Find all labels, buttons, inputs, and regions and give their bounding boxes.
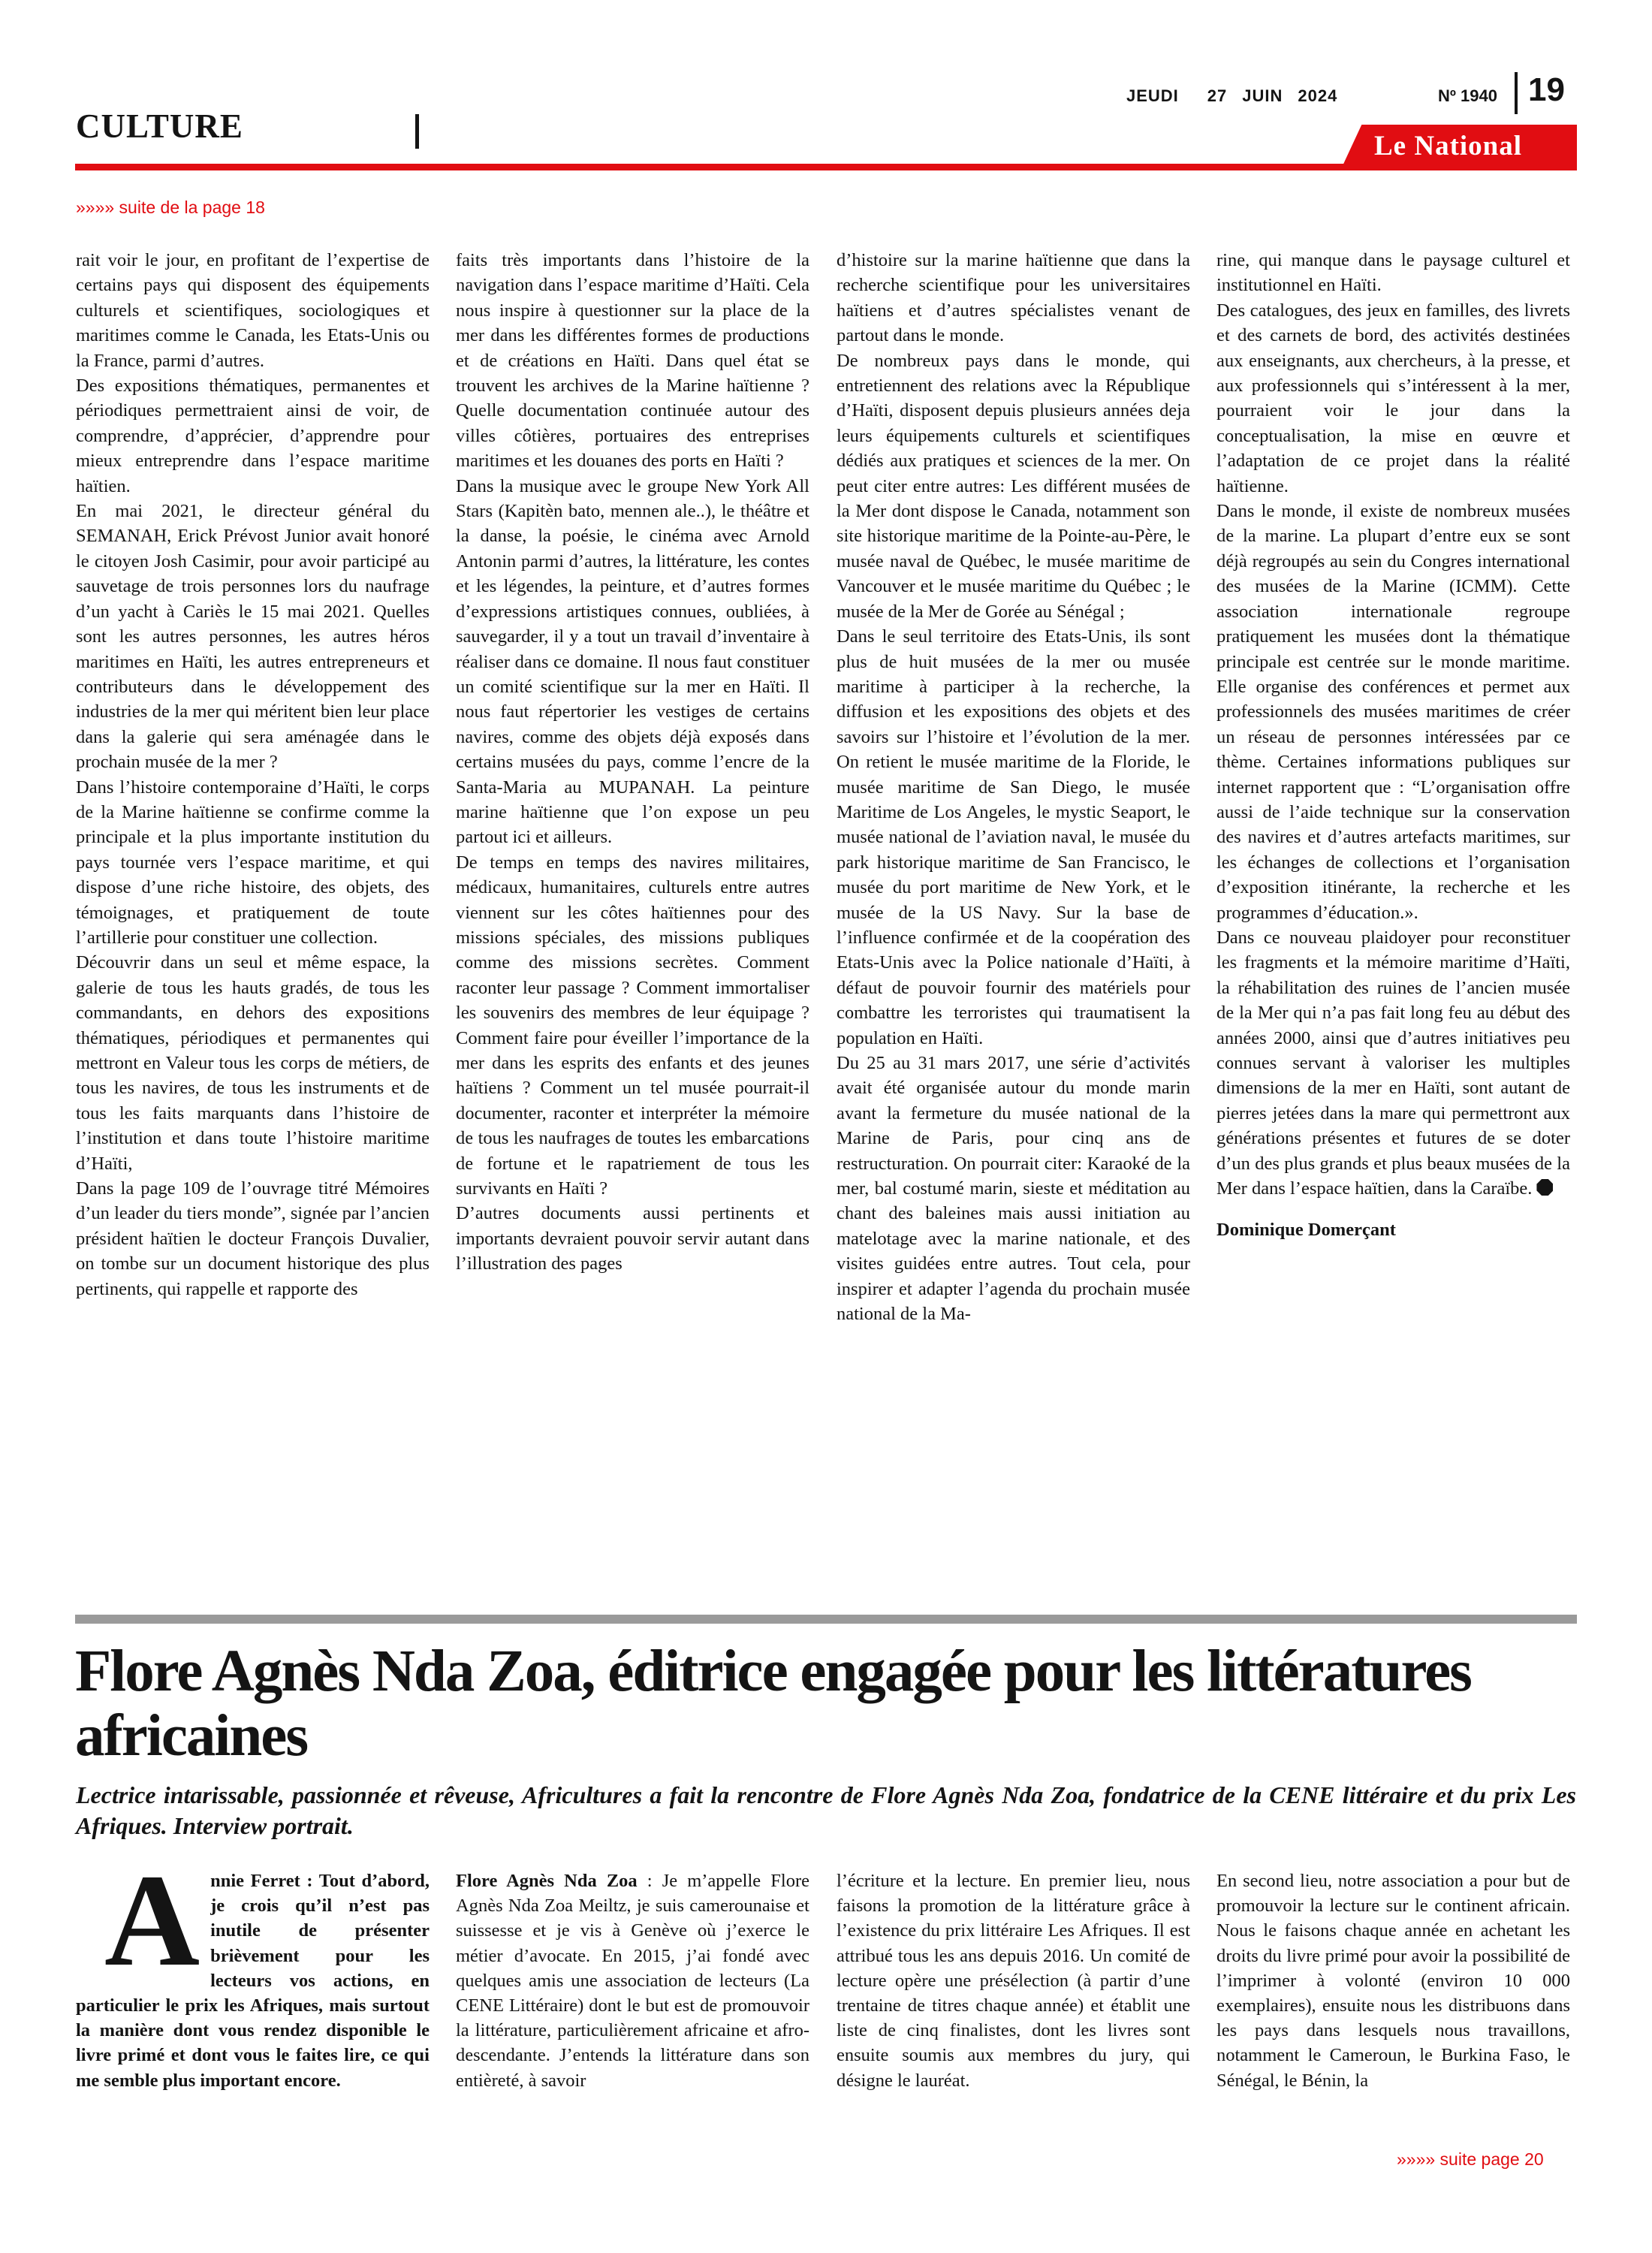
paragraph: Dans l’histoire contemporaine d’Haïti, le corps de la Marine haïtienne se confirme comme la principale et la plus importante institution du pays tournée vers l’espace maritime, et qui dispose d’une riche histoire, des objets, des témoignages, et pratiquement de toute l’artillerie pour constituer une collection. (76, 777, 430, 948)
paragraph: Dans le monde, il existe de nombreux musées de la marine. La plupart d’entre eux se sont déjà regroupés au sein du Congres international des musées de la Marine (ICMM). Cette association internationale regroupe pratiquement les musées dont la thématique principale est centrée sur le monde maritime. Elle organise des conférences et permet aux professionnels des musées maritimes de créer un réseau de personnes intéressées par ce thème. Certaines informations publiques sur internet rapportent que : “L’organisation offre aussi de l’aide technique sur la conservation des navires et d’autres artefacts maritimes, sur les échanges de collections et l’organisation d’exposition itinérante, la recherche et les programmes d’éducation.». (1216, 501, 1570, 923)
continued-to-link[interactable]: »»»» suite page 20 (1397, 2149, 1544, 2169)
issue-number: Nº 1940 (1438, 86, 1497, 105)
article-column-2 (456, 248, 809, 1277)
paragraph-text: Dans ce nouveau plaidoyer pour reconstituer les fragments et la mémoire maritime d’Haïti, la réhabilitation des ruines de l’ancien musée de la Mer qui n’a pas fait long feu au début des années 2000, ainsi que d’autres initiatives peu connues servant à valoriser les multiples dimensions de la mer en Haïti, sont autant de pierres jetées dans la mare qui permettront aux générations présentes et futures de se doter d’un des plus grands et plus beaux musées de la Mer dans l’espace haïtien, dans la Caraïbe. (1216, 927, 1570, 1199)
brand-logo: Le National (1374, 131, 1523, 161)
paragraph: Du 25 au 31 mars 2017, une série d’activités avait été organisée autour du monde marin avant la fermeture du musée national de la Marine de Paris, pour cinq ans de restructuration. On pourrait citer: Karaoké de la mer, bal costumé marin, sieste et méditation au chant des baleines mais aussi initiation au matelotage avec la marine nationale, et des visites guidées entre autres. Tout cela, pour inspirer et adapter l’agenda du prochain musée national de la Ma- (837, 1053, 1190, 1325)
paragraph: faits très importants dans l’histoire de la navigation dans l’espace maritime d’Haïti. Cela nous inspire à questionner sur la place de la mer dans les différentes formes de productions et de créations en Haïti. Dans quel état se trouvent les archives de la Marine haïtienne ? Quelle documentation continuée autour des villes côtières, portuaires des entreprises maritimes et les douanes des ports en Haïti ? (456, 250, 809, 472)
date-number: 27 (1207, 86, 1228, 105)
date-month: JUIN (1242, 86, 1283, 105)
article-divider (75, 1615, 1577, 1624)
paragraph: D’autres documents aussi pertinents et importants devraient pouvoir servir autant dans l’illustration des pages (456, 1203, 809, 1274)
paragraph (1216, 925, 1570, 1201)
paragraph: rait voir le jour, en profitant de l’expertise de certains pays qui disposent des équipements culturels et scientifiques, sociologiques et maritimes comme le Canada, les Etats-Unis ou la France, parmi d’autres. (76, 250, 430, 371)
headline: Flore Agnès Nda Zoa, éditrice engagée pour les littératures africaines (75, 1639, 1471, 1769)
drop-cap: A (104, 1847, 200, 1994)
paragraph: Des expositions thématiques, permanentes et périodiques permettraient ainsi de voir, de comprendre, d’apprécier, d’apprendre pour mieux entreprendre dans l’espace maritime haïtien. (76, 376, 430, 496)
byline: Dominique Domerçant (1216, 1220, 1396, 1241)
article-column-3 (837, 248, 1190, 1326)
article-column-1 (76, 248, 430, 1301)
end-mark-icon (1536, 1179, 1553, 1196)
answer-text: : Je m’appelle Flore Agnès Nda Zoa Meiltz, je suis camerounaise et suissesse et je vis à Genève où j’exerce le métier d’avocate. En 2015, j’ai fondé avec quelques amis une association de lecteurs (La CENE Littéraire) dont le but est de promouvoir la littérature, particulièrement africaine et afro-descendante. J’entends la littérature dans son entièreté, à savoir (456, 1871, 809, 2091)
speaker-name: Flore Agnès Nda Zoa (456, 1871, 638, 1891)
date-year: 2024 (1298, 86, 1338, 105)
answer-paragraph: l’écriture et la lecture. En premier lieu, nous faisons la promotion de la littérature grâce à l’existence du prix littéraire Les Afriques. Il est attribué tous les ans depuis 2016. Un comité de lecture opère une présélection (à partir d’une trentaine de titres chaque année) et établit une liste de cinq finalistes, dont les livres sont ensuite soumis aux membres du jury, qui désigne le lauréat. (837, 1871, 1190, 2091)
paragraph: De nombreux pays dans le monde, qui entretiennent des relations avec la République d’Haïti, disposent depuis plusieurs années deja leurs équipements culturels et scientifiques dédiés aux pratiques et sciences de la mer. On peut citer entre autres: Les différent musées de la Mer dont dispose le Canada, notamment son site historique maritime de la Pointe-au-Père, le musée naval de Québec, le musée maritime de Vancouver et le musée maritime du Québec ; le musée de la Mer de Gorée au Sénégal ; (837, 350, 1190, 622)
article-column-4 (1216, 248, 1570, 1243)
title-separator (415, 114, 419, 149)
answer-column-2 (456, 1868, 809, 2093)
continued-from-link[interactable]: »»»» suite de la page 18 (76, 198, 265, 217)
paragraph: Dans la musique avec le groupe New York All Stars (Kapitèn bato, mennen ale..), le théâtre et la danse, la poésie, le cinéma avec Arnold Antonin parmi d’autres, la littérature, les contes et les légendes, la peinture, et d’autres formes d’expressions artistiques connues, oubliées, à sauvegarder, il y a tout un travail d’inventaire à réaliser dans ce domaine. Il nous faut constituer un comité scientifique sur la mer en Haïti. Il nous faut répertorier les vestiges de certains navires, comme des objets déjà exposés dans certains musées du pays, comme l’encre de la Santa-Maria au MUPANAH. La peinture marine haïtienne que l’on expose un peu partout ici et ailleurs. (456, 475, 809, 848)
paragraph: Dans la page 109 de l’ouvrage titré Mémoires d’un leader du tiers monde”, signée par l’ancien président haïtien le docteur François Duvalier, on tombe sur un document historique des plus pertinents, qui rappelle et rapporte des (76, 1178, 430, 1299)
paragraph: En mai 2021, le directeur général du SEMANAH, Erick Prévost Junior avait honoré le citoyen Josh Casimir, pour avoir participé au sauvetage de trois personnes lors du naufrage d’un yacht à Cariès le 15 mai 2021. Quelles sont les autres personnes, les autres héros maritimes en Haïti, les autres entrepreneurs et contributeurs dans le développement des industries de la mer qui méritent bien leur place dans la galerie qui sera aménagée dans le prochain musée de la mer ? (76, 501, 430, 773)
paragraph: Des catalogues, des jeux en familles, des livrets et des carnets de bord, des activités destinées aux enseignants, aux chercheurs, à la presse, et aux professionnels qui s’intéressent à la mer, pourraient voir le jour dans la conceptualisation, la mise en œuvre et l’adaptation de ce projet dans la réalité haïtienne. (1216, 300, 1570, 496)
issue-date (1126, 86, 1366, 106)
section-title: CULTURE (76, 107, 243, 145)
paragraph: d’histoire sur la marine haïtienne que dans la recherche scientifique pour les universitaires haïtiens et d’autres spécialistes venant de partout dans le monde. (837, 250, 1190, 346)
paragraph: Dans le seul territoire des Etats-Unis, ils sont plus de huit musées de la mer ou musée maritime à participer à la recherche, la diffusion et les expositions des objets et des savoirs sur l’histoire et l’évolution de la mer. On retient le musée maritime de la Floride, le musée maritime de San Diego, le musée Maritime de Los Angeles, le mystic Seaport, le musée national de l’aviation naval, le musée du park historique maritime de San Francisco, le musée du port maritime de New York, et le musée de la US Navy. Sur la base de l’influence confirmée et de la coopération des Etats-Unis avec la Police nationale d’Haïti, à défaut de pouvoir fournir des matériels pour combattre les terroristes qui traumatisent la population en Haïti. (837, 626, 1190, 1048)
date-day: JEUDI (1126, 86, 1179, 105)
paragraph: rine, qui manque dans le paysage culturel et institutionnel en Haïti. (1216, 250, 1570, 296)
page-number: 19 (1528, 71, 1565, 108)
answer-paragraph: En second lieu, notre association a pour but de promouvoir la lecture sur le continent africain. Nous le faisons chaque année en achetant les droits du livre primé pour avoir la possibilité de l’imprimer à volonté (environ 10 000 exemplaires), ensuite nous les distribuons dans les pays dans lesquels nous travaillons, notamment le Cameroun, le Burkina Faso, le Sénégal, le Bénin, la (1216, 1871, 1570, 2091)
answer-column-4 (1216, 1868, 1570, 2093)
answer-column-3 (837, 1868, 1190, 2093)
question-text: nnie Ferret : Tout d’abord, je crois qu’il n’est pas inutile de présenter brièvement pour les lecteurs vos actions, en particulier le prix les Afriques, mais surtout la manière dont vous rendez disponible le livre primé et dont vous le faites lire, ce qui me semble plus important encore. (76, 1871, 430, 2091)
paragraph: De temps en temps des navires militaires, médicaux, humanitaires, culturels entre autres viennent sur les côtes haïtiennes pour des missions spéciales, des missions publiques comme des missions secrètes. Comment raconter leur passage ? Comment immortaliser les souvenirs des membres de leur équipage ? Comment faire pour éveiller l’importance de la mer dans les esprits des enfants et des jeunes haïtiens ? Comment un tel musée pourrait-il documenter, raconter et interpréter la mémoire de tous les naufrages de toutes les embarcations de fortune et le rapatriement de tous les survivants en Haïti ? (456, 852, 809, 1199)
interview-question (76, 1847, 430, 2093)
paragraph: Découvrir dans un seul et même espace, la galerie de tous les hauts gradés, de tous les commandants, en dehors des expositions thématiques, périodiques et permanentes qui mettront en Valeur tous les corps de métiers, de tous les navires, de tous les instruments et de tous les faits marquants dans l’histoire de l’institution et dans toute l’histoire maritime d’Haïti, (76, 952, 430, 1174)
standfirst: Lectrice intarissable, passionnée et rêveuse, Africultures a fait la rencontre de Flore Agnès Nda Zoa, fondatrice de la CENE littéraire et du prix Les Afriques. Interview portrait. (76, 1781, 1576, 1839)
page-separator (1515, 72, 1518, 114)
answer-paragraph (456, 1868, 809, 2093)
